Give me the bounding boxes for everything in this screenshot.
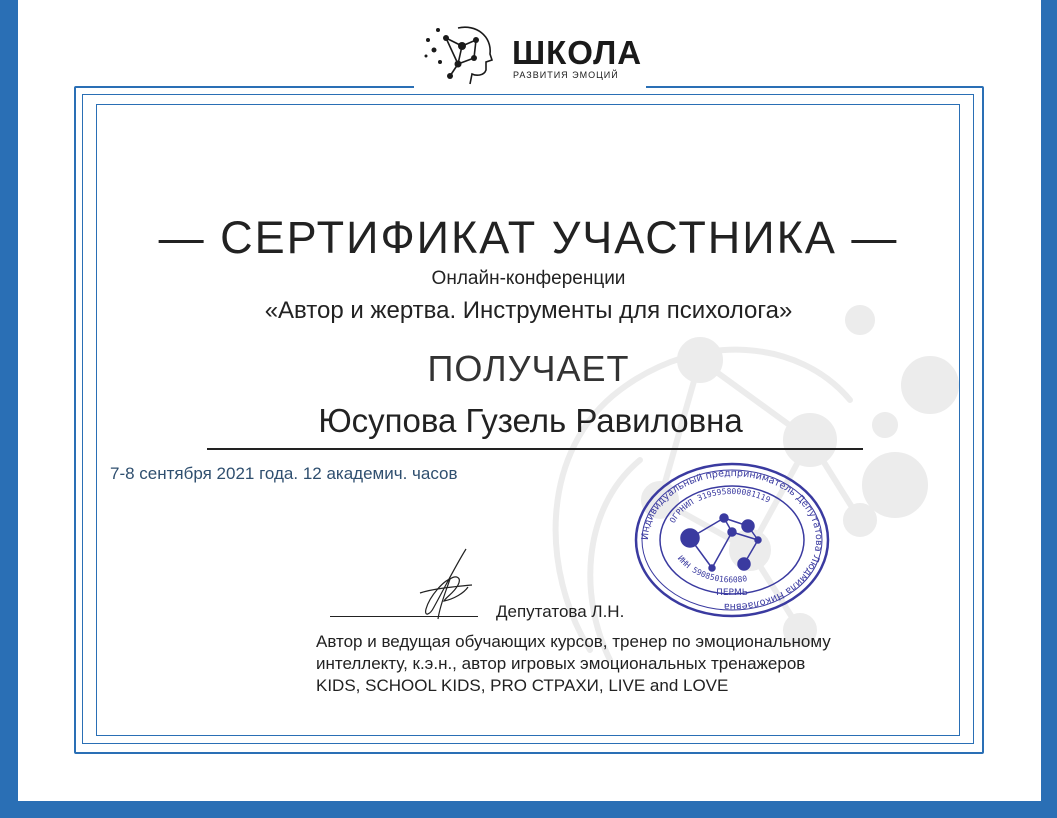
stamp-inn: ИНН 590850166080 [675, 553, 748, 585]
brain-network-logo-icon [418, 18, 500, 88]
certificate-title: — СЕРТИФИКАТ УЧАСТНИКА — [158, 212, 899, 263]
event-name: «Автор и жертва. Инструменты для психолога» [264, 297, 793, 324]
receives-label: ПОЛУЧАЕТ [427, 348, 630, 389]
signatory-bio [316, 631, 976, 697]
recipient-underline [207, 448, 863, 450]
logo-wordmark: ШКОЛА [512, 34, 643, 71]
date-and-hours: 7-8 сентября 2021 года. 12 академич. часов [110, 464, 458, 483]
signature-line [330, 616, 478, 617]
bio-line: Автор и ведущая обучающих курсов, тренер по эмоциональному [316, 632, 831, 651]
signatory-name: Депутатова Л.Н. [496, 602, 625, 621]
stamp-ogrnip: ОГРНИП 319595800081119 [667, 486, 772, 525]
event-type: Онлайн-конференции [431, 268, 626, 289]
bio-line: интеллекту, к.э.н., автор игровых эмоциональных тренажеров [316, 654, 806, 673]
bio-line: KIDS, SCHOOL KIDS, PRO СТРАХИ, LIVE and LOVE [316, 676, 729, 695]
official-stamp [632, 460, 832, 620]
stamp-city: ПЕРМЬ [716, 588, 748, 598]
logo-tagline: РАЗВИТИЯ ЭМОЦИЙ [513, 70, 619, 80]
stamp-ring-text: Индивидуальный предприниматель Депутатова Людмила Николаевна [639, 467, 825, 613]
stamp-network-icon [681, 514, 761, 571]
school-logo [414, 6, 646, 92]
recipient-name: Юсупова Гузель Равиловна [318, 402, 743, 439]
handwritten-signature [410, 545, 480, 625]
